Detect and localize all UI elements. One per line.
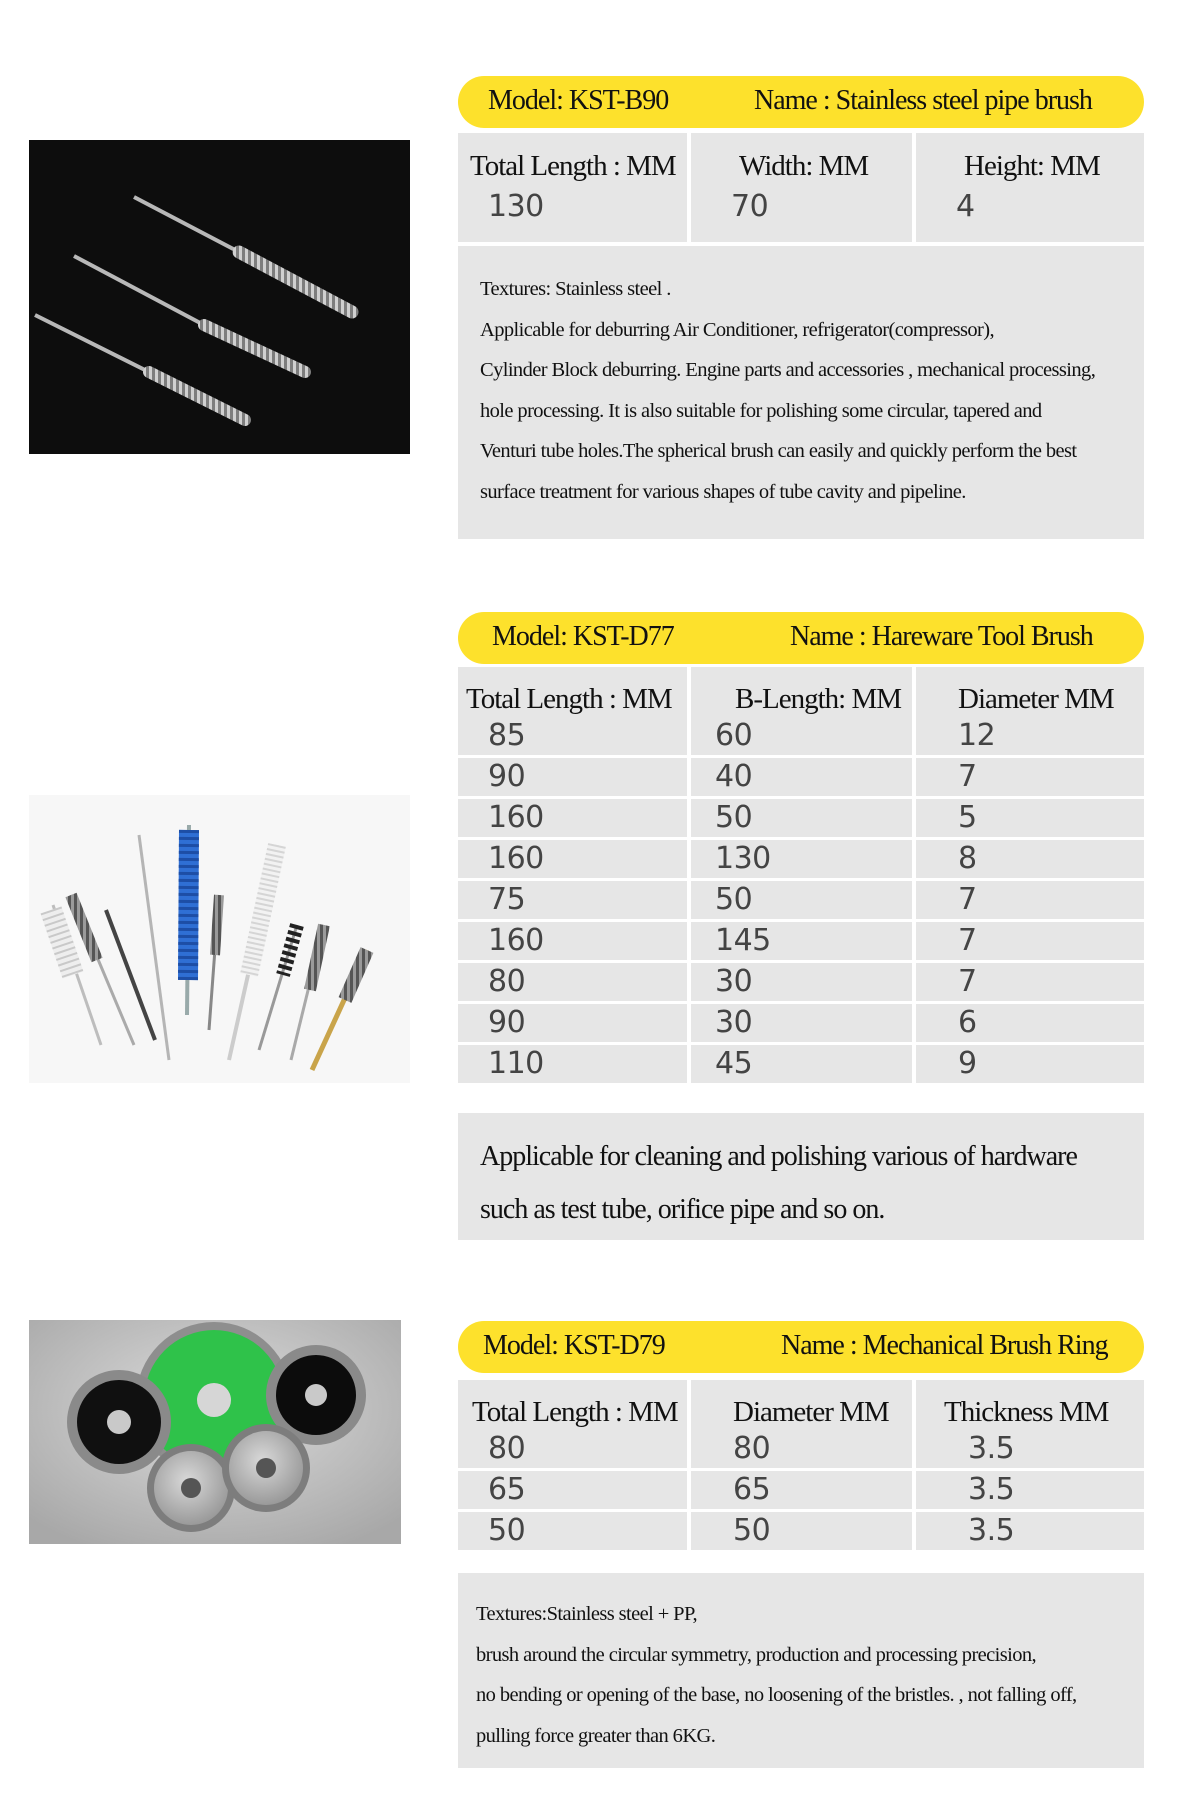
spec-cell: 50 — [691, 799, 916, 840]
description-line: Textures:Stainless steel + PP, — [476, 1603, 698, 1625]
column-header: Diameter MM — [916, 667, 1144, 717]
description-line: hole processing. It is also suitable for polishing some circular, tapered and — [480, 399, 1042, 422]
spec-cell: 30 — [691, 963, 916, 1004]
spec-cell: 50 — [691, 1512, 916, 1553]
column-header: Total Length : MM — [458, 667, 691, 717]
column-header: Thickness MM — [916, 1380, 1144, 1430]
spec-cell: 3.5 — [916, 1471, 1144, 1512]
spec-cell: 30 — [691, 1004, 916, 1045]
spec-table — [458, 133, 1144, 242]
product-photo-hardware-brushes — [29, 795, 410, 1083]
description-line: Textures: Stainless steel . — [480, 278, 671, 300]
product-description — [458, 246, 1144, 539]
spec-cell: 75 — [458, 881, 691, 922]
spec-cell: 12 — [916, 717, 1144, 758]
spec-cell: 9 — [916, 1045, 1144, 1086]
spec-cell: 65 — [691, 1471, 916, 1512]
spec-cell: 7 — [916, 963, 1144, 1004]
column-header: Total Length : MM — [458, 1380, 691, 1430]
product-description — [458, 1573, 1144, 1768]
spec-cell: 7 — [916, 881, 1144, 922]
description-line: surface treatment for various shapes of tube cavity and pipeline. — [480, 480, 966, 503]
spec-cell: 80 — [691, 1430, 916, 1471]
spec-column — [691, 133, 916, 242]
description-line: no bending or opening of the base, no loosening of the bristles. , not falling off, — [476, 1684, 1077, 1706]
spec-cell: 160 — [458, 922, 691, 963]
product-photo-pipe-brush — [29, 140, 410, 454]
spec-cell: 90 — [458, 758, 691, 799]
spec-value: 130 — [488, 189, 544, 224]
spec-cell: 130 — [691, 840, 916, 881]
spec-table — [458, 1380, 1144, 1553]
description-line: such as test tube, orifice pipe and so on. — [480, 1194, 885, 1225]
product-photo-brush-rings — [29, 1320, 401, 1544]
model-banner — [458, 1321, 1144, 1373]
spec-cell: 80 — [458, 963, 691, 1004]
product-name: Name : Stainless steel pipe brush — [754, 85, 1092, 116]
spec-cell: 3.5 — [916, 1430, 1144, 1471]
spec-cell: 6 — [916, 1004, 1144, 1045]
description-line: pulling force greater than 6KG. — [476, 1724, 716, 1747]
product-description — [458, 1113, 1144, 1240]
spec-table — [458, 667, 1144, 1086]
description-line: Applicable for deburring Air Conditioner, refrigerator(compressor), — [480, 318, 995, 341]
description-line: Cylinder Block deburring. Engine parts and accessories , mechanical processing, — [480, 359, 1096, 381]
spec-column — [916, 133, 1144, 242]
description-line: Venturi tube holes.The spherical brush can easily and quickly perform the best — [480, 440, 1077, 462]
spec-cell: 45 — [691, 1045, 916, 1086]
description-line: Applicable for cleaning and polishing various of hardware — [480, 1141, 1077, 1172]
spec-cell: 60 — [691, 717, 916, 758]
model-label: Model: KST-D79 — [483, 1330, 665, 1361]
model-label: Model: KST-B90 — [488, 85, 669, 116]
spec-cell: 50 — [691, 881, 916, 922]
spec-cell: 85 — [458, 717, 691, 758]
spec-cell: 160 — [458, 799, 691, 840]
spec-cell: 65 — [458, 1471, 691, 1512]
spec-cell: 3.5 — [916, 1512, 1144, 1553]
spec-cell: 7 — [916, 922, 1144, 963]
spec-cell: 5 — [916, 799, 1144, 840]
product-name: Name : Hareware Tool Brush — [790, 621, 1093, 652]
spec-cell: 90 — [458, 1004, 691, 1045]
spec-column — [458, 133, 691, 242]
product-name: Name : Mechanical Brush Ring — [781, 1330, 1108, 1361]
spec-cell: 50 — [458, 1512, 691, 1553]
spec-value: 70 — [731, 189, 769, 224]
column-header: Height: MM — [964, 150, 1100, 182]
spec-cell: 80 — [458, 1430, 691, 1471]
column-header: Total Length : MM — [470, 150, 676, 182]
model-banner — [458, 76, 1144, 128]
spec-value: 4 — [956, 189, 975, 224]
column-header: Width: MM — [739, 150, 869, 182]
spec-cell: 145 — [691, 922, 916, 963]
column-header: B-Length: MM — [691, 667, 916, 717]
description-line: brush around the circular symmetry, production and processing precision, — [476, 1643, 1037, 1666]
spec-cell: 110 — [458, 1045, 691, 1086]
spec-cell: 160 — [458, 840, 691, 881]
spec-cell: 7 — [916, 758, 1144, 799]
spec-cell: 8 — [916, 840, 1144, 881]
model-banner — [458, 612, 1144, 664]
spec-cell: 40 — [691, 758, 916, 799]
model-label: Model: KST-D77 — [492, 621, 674, 652]
column-header: Diameter MM — [691, 1380, 916, 1430]
